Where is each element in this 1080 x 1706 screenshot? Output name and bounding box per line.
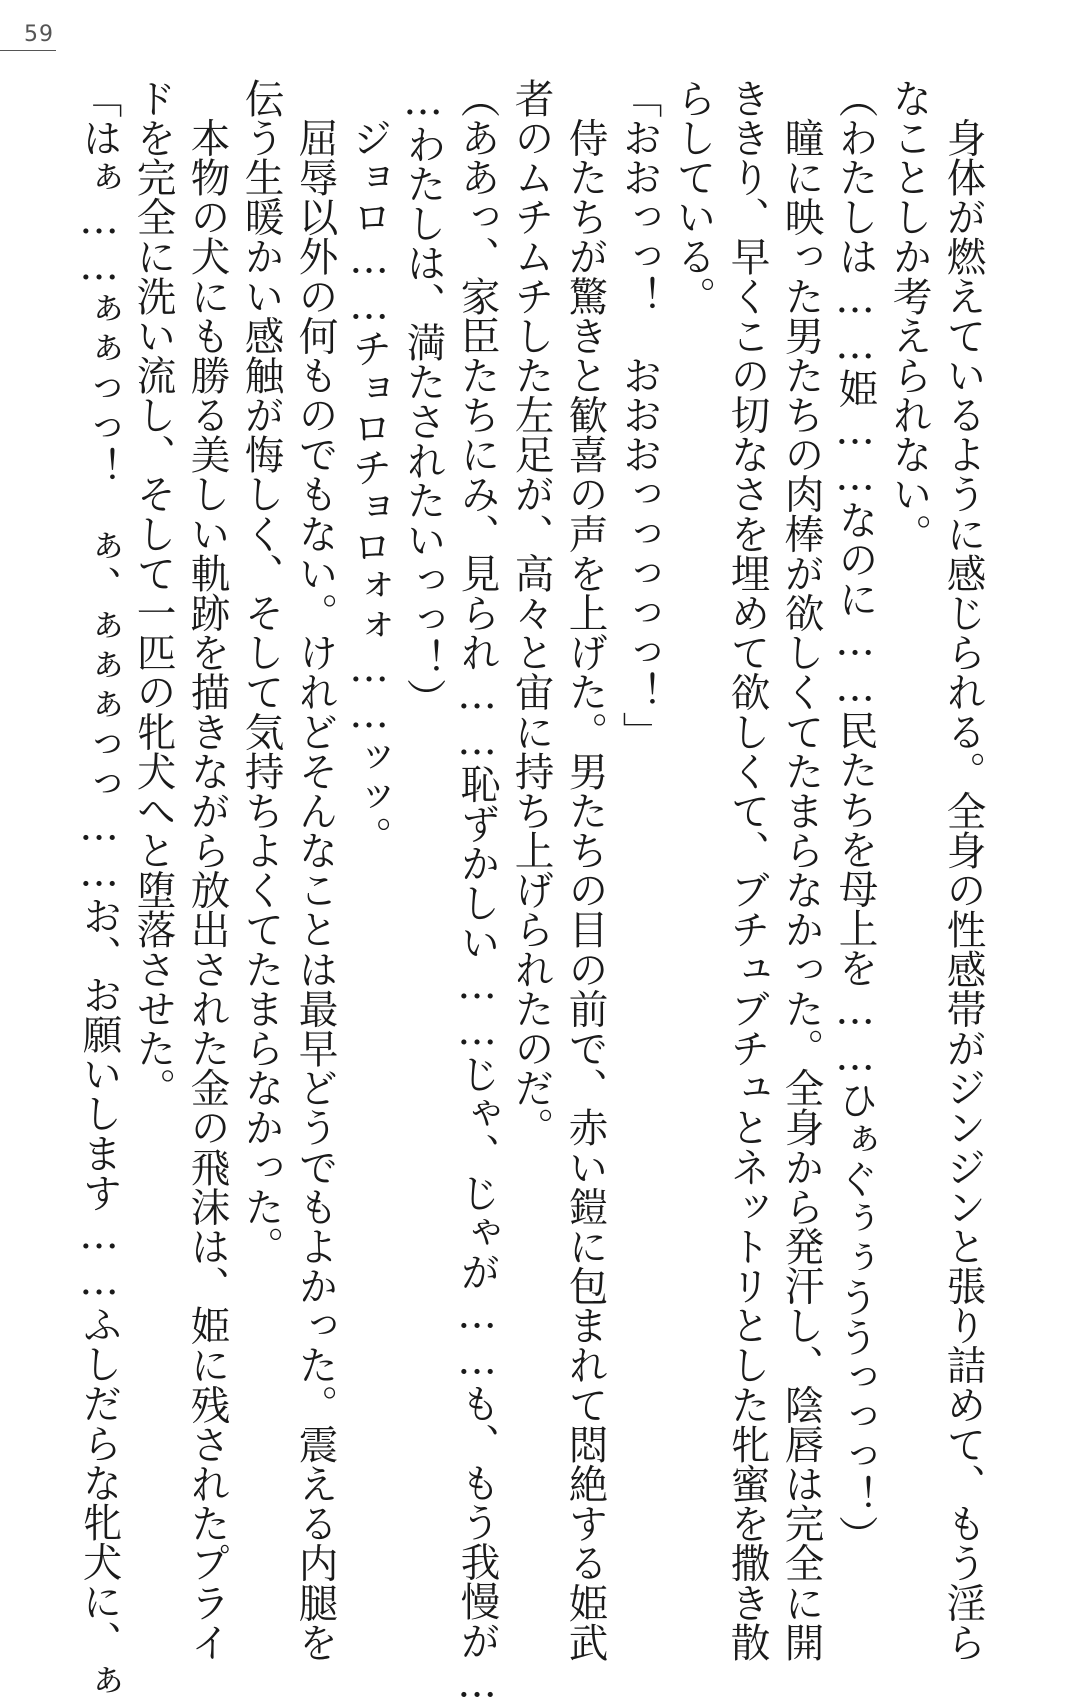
text-line: 身体が燃えているように感じられる。全身の性感帯がジンジンと張り詰めて、もう淫ら xyxy=(940,78,986,1662)
text-line: 本物の犬にも勝る美しい軌跡を描きながら放出された金の飛沫は、姫に残されたプライ xyxy=(184,78,230,1662)
text-line: なことしか考えられない。 xyxy=(886,78,932,554)
text-line: ジョロ……チョロチョロォォ……ッッ。 xyxy=(346,78,392,856)
page-number-rule xyxy=(0,50,56,51)
text-line: （ああっ、家臣たちにみ、見られ……恥ずかしい……じゃ、じゃが……も、もう我慢が… xyxy=(454,78,500,1706)
page-number: 59 xyxy=(24,22,54,47)
text-line: （わたしは……姫……なのに……民たちを母上を……ひぁぐぅぅううっっっ！） xyxy=(832,78,878,1555)
body-text xyxy=(76,78,990,1706)
text-line: ドを完全に洗い流し、そして一匹の牝犬へと堕落させた。 xyxy=(130,78,176,1108)
text-line: 「おおっっ！ おおおっっっっっ！」 xyxy=(616,78,662,752)
text-line: 侍たちが驚きと歓喜の声を上げた。男たちの目の前で、赤い鎧に包まれて悶絶する姫武 xyxy=(562,78,608,1662)
text-line: …わたしは、満たされたいっっ！） xyxy=(400,78,446,718)
text-line: 「はぁ……ぁぁっっ！ ぁ、ぁぁぁっっ……お、お願いします……ふしだらな牝犬に、ぁ xyxy=(76,78,122,1701)
text-line: 伝う生暖かい感触が悔しく、そして気持ちよくてたまらなかった。 xyxy=(238,78,284,1266)
text-line: らしている。 xyxy=(670,78,716,316)
text-line: ききり、早くこの切なさを埋めて欲しくて、ブチュブチュとネットリとした牝蜜を撒き散 xyxy=(724,78,770,1662)
text-line: 屈辱以外の何ものでもない。けれどそんなことは最早どうでもよかった。震える内腿を xyxy=(292,78,338,1662)
text-line: 者のムチムチした左足が、高々と宙に持ち上げられたのだ。 xyxy=(508,78,554,1147)
text-line: 瞳に映った男たちの肉棒が欲しくてたまらなかった。全身から発汗し、陰唇は完全に開 xyxy=(778,78,824,1662)
